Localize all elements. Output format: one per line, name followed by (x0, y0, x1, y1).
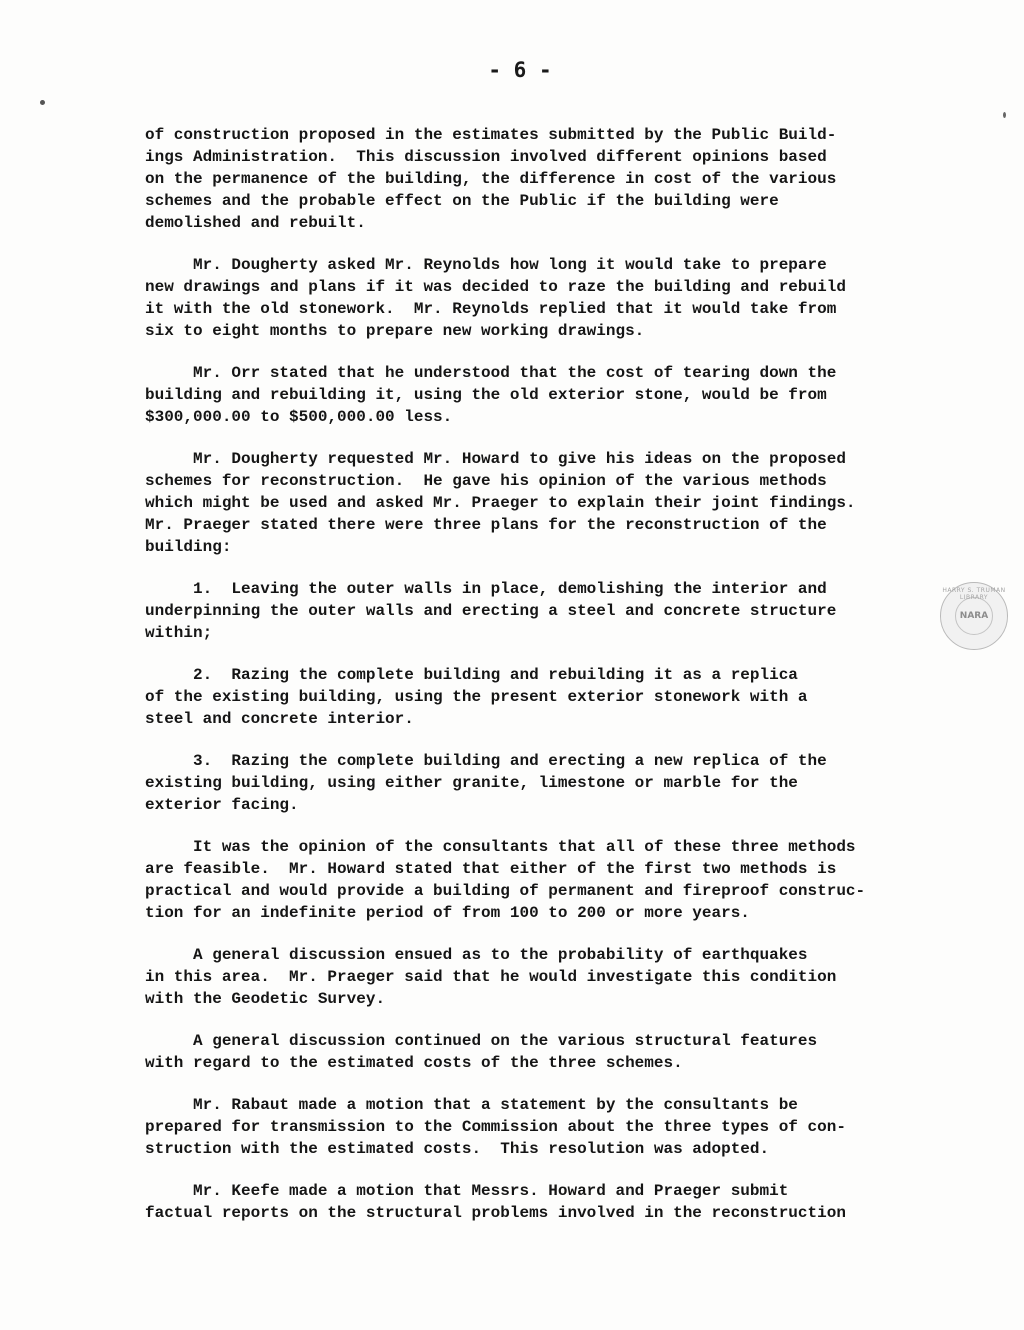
text-line: 3. Razing the complete building and erecting a new replica of the (145, 752, 827, 770)
text-line: tion for an indefinite period of from 100 to 200 or more years. (145, 904, 750, 922)
document-body (145, 124, 945, 1244)
text-line: of the existing building, using the present exterior stonework with a (145, 688, 808, 706)
text-line: within; (145, 624, 213, 642)
text-line: struction with the estimated costs. This resolution was adopted. (145, 1140, 770, 1158)
text-line: existing building, using either granite, limestone or marble for the (145, 774, 798, 792)
paragraph (145, 1180, 945, 1224)
stamp-center: NARA (955, 597, 993, 635)
text-line: Mr. Praeger stated there were three plans for the reconstruction of the (145, 516, 827, 534)
paragraph (145, 1030, 945, 1074)
text-line: Mr. Rabaut made a motion that a statement by the consultants be (145, 1096, 798, 1114)
text-line: Mr. Orr stated that he understood that the cost of tearing down the (145, 364, 837, 382)
text-line: factual reports on the structural problems involved in the reconstruction (145, 1204, 846, 1222)
text-line: new drawings and plans if it was decided to raze the building and rebuild (145, 278, 846, 296)
text-line: Mr. Keefe made a motion that Messrs. Howard and Praeger submit (145, 1182, 789, 1200)
text-line: schemes for reconstruction. He gave his opinion of the various methods (145, 472, 827, 490)
text-line: 1. Leaving the outer walls in place, demolishing the interior and (145, 580, 827, 598)
text-line: with the Geodetic Survey. (145, 990, 386, 1008)
text-line: A general discussion ensued as to the probability of earthquakes (145, 946, 808, 964)
text-line: underpinning the outer walls and erecting a steel and concrete structure (145, 602, 837, 620)
text-line: Mr. Dougherty requested Mr. Howard to give his ideas on the proposed (145, 450, 846, 468)
archive-stamp (940, 582, 1008, 650)
text-line: prepared for transmission to the Commission about the three types of con- (145, 1118, 846, 1136)
text-line: practical and would provide a building of permanent and fireproof construc- (145, 882, 866, 900)
page-number: - 6 - (488, 58, 552, 82)
text-line: demolished and rebuilt. (145, 214, 366, 232)
text-line: in this area. Mr. Praeger said that he would investigate this condition (145, 968, 837, 986)
paper-speck (1003, 112, 1006, 118)
paragraph (145, 124, 945, 234)
paragraph (145, 750, 945, 816)
paragraph (145, 944, 945, 1010)
text-line: schemes and the probable effect on the Public if the building were (145, 192, 779, 210)
text-line: ings Administration. This discussion involved different opinions based (145, 148, 827, 166)
stamp-ring-text: HARRY S. TRUMAN LIBRARY (942, 587, 1006, 601)
text-line: Mr. Dougherty asked Mr. Reynolds how long it would take to prepare (145, 256, 827, 274)
text-line: with regard to the estimated costs of the three schemes. (145, 1054, 683, 1072)
text-line: It was the opinion of the consultants that all of these three methods (145, 838, 856, 856)
text-line: on the permanence of the building, the difference in cost of the various (145, 170, 837, 188)
text-line: which might be used and asked Mr. Praeger to explain their joint findings. (145, 494, 856, 512)
paragraph (145, 1094, 945, 1160)
paragraph (145, 836, 945, 924)
paragraph (145, 664, 945, 730)
text-line: $300,000.00 to $500,000.00 less. (145, 408, 453, 426)
text-line: building: (145, 538, 232, 556)
paragraph (145, 362, 945, 428)
text-line: building and rebuilding it, using the old exterior stone, would be from (145, 386, 827, 404)
text-line: six to eight months to prepare new working drawings. (145, 322, 645, 340)
text-line: steel and concrete interior. (145, 710, 414, 728)
text-line: it with the old stonework. Mr. Reynolds replied that it would take from (145, 300, 837, 318)
paragraph (145, 448, 945, 558)
text-line: A general discussion continued on the various structural features (145, 1032, 818, 1050)
text-line: exterior facing. (145, 796, 299, 814)
text-line: of construction proposed in the estimates submitted by the Public Build- (145, 126, 837, 144)
paper-speck (40, 100, 45, 105)
text-line: are feasible. Mr. Howard stated that either of the first two methods is (145, 860, 837, 878)
paragraph (145, 578, 945, 644)
paragraph (145, 254, 945, 342)
text-line: 2. Razing the complete building and rebuilding it as a replica (145, 666, 798, 684)
